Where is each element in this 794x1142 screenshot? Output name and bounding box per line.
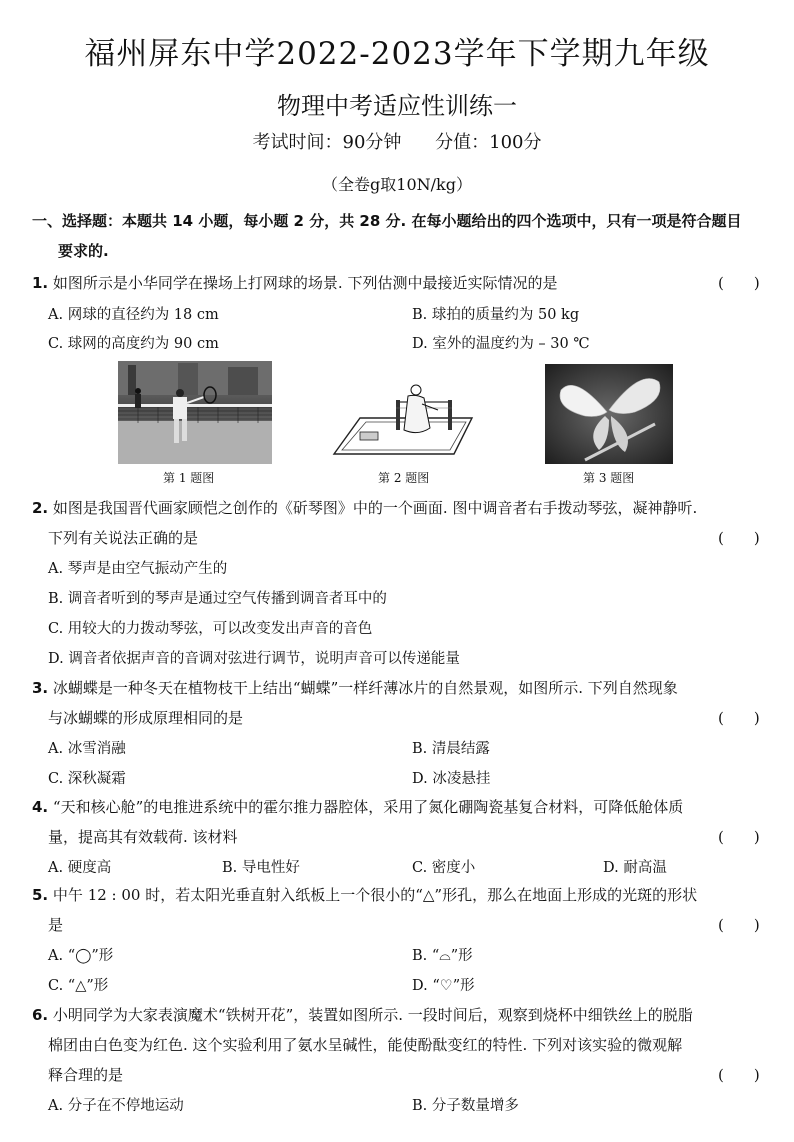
question-text-cont: 棉团由白色变为红色. 这个实验利用了氨水呈碱性，能使酚酞变红的特性. 下列对该实验的微观解	[48, 1036, 683, 1054]
option-d[interactable]: D. 耐高温	[603, 860, 667, 876]
question-number: 2.	[32, 499, 49, 517]
question-text-cont: 释合理的是	[48, 1066, 124, 1084]
page-title: 福州屏东中学2022-2023学年下学期九年级	[84, 36, 710, 72]
answer-bracket[interactable]: ( )	[718, 529, 760, 547]
option-d[interactable]: D. 冰凌悬挂	[412, 771, 491, 787]
option-b[interactable]: B. 调音者听到的琴声是通过空气传播到调音者耳中的	[48, 591, 387, 607]
exam-info	[0, 128, 794, 154]
figure-2-caption: 第 2 题图	[378, 471, 430, 485]
answer-bracket[interactable]: ( )	[718, 1066, 760, 1084]
figure-3-caption: 第 3 题图	[583, 471, 635, 485]
figure-1-caption: 第 1 题图	[163, 471, 215, 485]
question-5	[32, 884, 697, 905]
answer-bracket[interactable]: ( )	[718, 916, 760, 934]
question-text-cont: 与冰蝴蝶的形成原理相同的是	[48, 709, 244, 727]
question-text-cont: 是	[48, 916, 64, 934]
question-text: 如图是我国晋代画家顾恺之创作的《斫琴图》中的一个画面. 图中调音者右手拨动琴弦，凝神静听.	[52, 499, 698, 517]
option-d[interactable]: D. 调音者依据声音的音调对弦进行调节，说明声音可以传递能量	[48, 651, 460, 667]
option-d[interactable]: D. “♡”形	[412, 978, 475, 994]
question-text: 如图所示是小华同学在操场上打网球的场景. 下列估测中最接近实际情况的是	[52, 274, 558, 292]
option-a[interactable]: A. 硬度高	[48, 860, 112, 876]
option-a[interactable]: A. 琴声是由空气振动产生的	[48, 561, 228, 577]
option-d[interactable]: D. 室外的温度约为 – 30 ℃	[412, 336, 590, 352]
section-heading-line2: 要求的.	[58, 242, 109, 260]
question-number: 3.	[32, 679, 49, 697]
option-c[interactable]: C. 球网的高度约为 90 cm	[48, 336, 219, 352]
guqin-painting-icon	[330, 380, 480, 458]
question-number: 4.	[32, 798, 49, 816]
question-text-cont: 量，提高其有效载荷. 该材料	[48, 828, 238, 846]
option-b[interactable]: B. 清晨结露	[412, 741, 490, 757]
question-number: 6.	[32, 1006, 49, 1024]
answer-bracket[interactable]: ( )	[718, 828, 760, 846]
question-text: 中午 12 : 00 时，若太阳光垂直射入纸板上一个很小的“△”形孔，那么在地面上形成的光斑的形状	[52, 886, 698, 904]
answer-bracket[interactable]: ( )	[718, 709, 760, 727]
option-b[interactable]: B. “⌓”形	[412, 948, 473, 964]
question-text: “天和核心舱”的电推进系统中的霍尔推力器腔体，采用了氮化硼陶瓷基复合材料，可降低舱体质	[52, 798, 684, 816]
option-a[interactable]: A. 分子在不停地运动	[48, 1098, 184, 1114]
question-text: 冰蝴蝶是一种冬天在植物枝干上结出“蝴蝶”一样纤薄冰片的自然景观，如图所示. 下列自然现象	[52, 679, 678, 697]
tennis-photo-icon	[118, 361, 272, 464]
question-1	[32, 272, 557, 293]
option-b[interactable]: B. 分子数量增多	[412, 1098, 519, 1114]
page-subtitle: 物理中考适应性训练一	[277, 92, 517, 120]
option-c[interactable]: C. “△”形	[48, 978, 109, 994]
question-text: 小明同学为大家表演魔术“铁树开花”，装置如图所示. 一段时间后，观察到烧杯中细铁丝上的脱脂	[52, 1006, 693, 1024]
question-number: 5.	[32, 886, 49, 904]
exam-time: 考试时间：90分钟	[252, 132, 402, 153]
option-c[interactable]: C. 密度小	[412, 860, 476, 876]
question-3	[32, 677, 678, 698]
question-4	[32, 796, 683, 817]
section-heading-line1: 一、选择题：本题共 14 小题，每小题 2 分，共 28 分. 在每小题给出的四个选项中，只有一项是符合题目	[32, 212, 742, 230]
question-text-cont: 下列有关说法正确的是	[48, 529, 199, 547]
option-a[interactable]: A. 冰雪消融	[48, 741, 126, 757]
gravity-note: （全卷g取10N/kg）	[322, 175, 472, 194]
answer-bracket[interactable]: ( )	[718, 274, 760, 292]
option-b[interactable]: B. 导电性好	[222, 860, 300, 876]
question-2	[32, 497, 697, 518]
option-c[interactable]: C. 用较大的力拨动琴弦，可以改变发出声音的音色	[48, 621, 373, 637]
option-a[interactable]: A. 网球的直径约为 18 cm	[48, 307, 219, 323]
question-number: 1.	[32, 274, 49, 292]
option-a[interactable]: A. “◯”形	[48, 948, 114, 964]
exam-score: 分值：100分	[435, 132, 542, 153]
ice-butterfly-photo-icon	[545, 364, 673, 464]
option-b[interactable]: B. 球拍的质量约为 50 kg	[412, 307, 580, 323]
option-c[interactable]: C. 深秋凝霜	[48, 771, 126, 787]
question-6	[32, 1004, 693, 1025]
